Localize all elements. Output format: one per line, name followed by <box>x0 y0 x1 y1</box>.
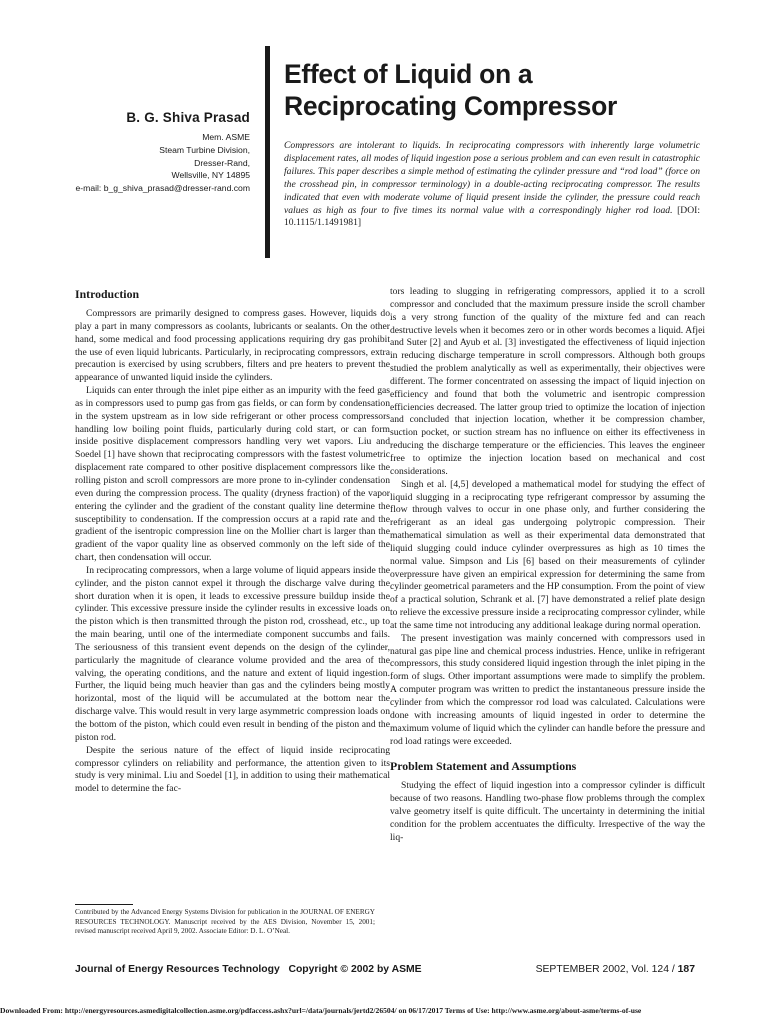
copyright-notice: Copyright © 2002 by ASME <box>288 964 422 975</box>
title-divider-bar <box>265 46 270 258</box>
footer-separator: / <box>671 964 675 975</box>
abstract-text: Compressors are intolerant to liquids. In reciprocating compressors with inherently large volumetric displacement rates, all modes of liquid ingestion pose a serious problem and can even result in catastrophic failures. This paper describes a simple method of estimating the cylinder pressure and “rod load” (force on the crosshead pin, in compressor terminology) in a double-acting reciprocating compressor. The results indicated that even with moderate volume of liquid present inside the cylinder, the pressure could reach values as high as four to five times its normal value with a correspondingly higher rod load. <box>284 140 700 216</box>
journal-footer-right <box>536 964 695 975</box>
issue-info: SEPTEMBER 2002, Vol. 124 <box>535 964 669 975</box>
author-email[interactable]: e-mail: b_g_shiva_prasad@dresser-rand.com <box>75 183 250 194</box>
author-division: Steam Turbine Division, <box>159 144 250 155</box>
section-heading-introduction: Introduction <box>75 287 140 301</box>
paragraph: Singh et al. [4,5] developed a mathematical model for studying the effect of liquid slugging in a reciprocating type refrigerant compressor by assuming the flow through valves to occur in one phase only, and further considering the refrigerant as an ideal gas undergoing polytropic compression. Their mathematical simulation as well as their experimental data demonstrated that liquid slugging could induce cylinder overpressures as high as 10 times the normal value. Simpson and Lis [6] based on their measurements of cylinder overpressure have given an empirical expression for determining the same from cylinder geometrical parameters and the HP consumption. From the point of view of a practical solution, Schrank et al. [7] have demonstrated a relief plate design to relieve the excessive pressure inside a reciprocating compressor cylinder, while at the same time not introducing any additional leakage during normal operation. <box>390 478 705 631</box>
author-membership: Mem. ASME <box>202 132 250 142</box>
author-name: B. G. Shiva Prasad <box>126 110 250 125</box>
paragraph: Liquids can enter through the inlet pipe either as an impurity with the feed gas as in compressors used to pump gas from gas fields, or can form by condensation in the system upstream as in low side refrigerant or other process compressors handling low boiling point fluids, particularly during cold start, or can form inside positive displacement compressors handling very wet vapors. Liu and Soedel [1] have shown that reciprocating compressors with the fastest volumetric displacement rate compared to other positive displacement compressors like the rolling piston and scroll compressors are more prone to in-cylinder condensation even during the compression process. The quality (dryness fraction) of the vapor entering the cylinder and the gradient of the constant quality line determine the susceptibility to condensation. If the compression occurs at a rapid rate and the gradient of the isentropic compression line on the Mollier chart is larger than the gradient of the vapor quality line as observed commonly on the left side of the chart, then condensation will occur. <box>75 385 390 564</box>
page-number: 187 <box>677 964 695 975</box>
paper-title-line-1: Effect of Liquid on a <box>284 59 533 89</box>
author-location: Wellsville, NY 14895 <box>171 170 250 181</box>
abstract <box>284 140 700 230</box>
paragraph: Despite the serious nature of the effect of liquid inside reciprocating compressor cylinders on reliability and performance, the attention given to its study is very minimal. Liu and Soedel [1], in addition to using their mathematical model to determine the fac- <box>75 744 390 795</box>
footnote-rule <box>75 904 133 905</box>
paragraph-continuation: tors leading to slugging in refrigerating compressors, applied it to a scroll compressor and concluded that the maximum pressure inside the scroll chamber is a very strong function of the quality of the mixture fed and can reach destructive levels when it becomes zero or in other words becomes a liquid. Afjei and Suter [2] and Ayub et al. [3] investigated the effectiveness of liquid injection in reducing discharge temperature in scroll compressors. Although both groups studied the problem analytically as well as experimentally, their objectives were different. The former concentrated on assessing the impact of liquid injection on efficiency and found that both the volumetric and isentropic compression efficiencies decreased. The latter group tried to optimize the location of injection and concluded that injection location, whether it be compression chamber, suction pocket, or suction stream has no influence on either its effectiveness in reducing the discharge temperature or the efficiencies. This leaves the engineer free to optimize the injection location based on mechanical and cost considerations. <box>390 286 705 477</box>
author-company: Dresser-Rand, <box>194 157 250 168</box>
journal-name: Journal of Energy Resources Technology <box>75 964 280 975</box>
download-banner[interactable]: Downloaded From: http://energyresources.asmedigitalcollection.asme.org/pdfaccess.ashx?url=/data/journals/jertd2/26504/ on 06/17/2017 Terms of Use: http://www.asme.org/about-asme/terms-of-use <box>0 1006 642 1015</box>
journal-footer-left <box>75 964 422 975</box>
section-heading-problem-statement: Problem Statement and Assumptions <box>390 759 577 774</box>
paper-title-line-2: Reciprocating Compressor <box>284 91 617 121</box>
paper-title <box>284 58 724 122</box>
paragraph: Studying the effect of liquid ingestion into a compressor cylinder is difficult because of two reasons. Handling two-phase flow problems through the complex valve geometry itself is quite difficult. The uncertainty in determining the initial condition for the problem accentuates the difficulty. Irrespective of the way the liq- <box>390 780 705 843</box>
right-column <box>390 286 705 845</box>
paragraph: The present investigation was mainly concerned with compressors used in natural gas pipe line and chemical process industries. Hence, unlike in refrigerant compressors, this study considered liquid ingestion through the inlet piping in the form of slugs. Other important assumptions were made to simplify the problem. A computer program was written to predict the instantaneous pressure inside the cylinder from which the compressor rod load was calculated. Calculations were done with increasing amounts of liquid ingested in order to determine the maximum volume of liquid which the cylinder can handle before the pressure and rod load ratings were exceeded. <box>390 632 705 747</box>
paragraph: In reciprocating compressors, when a large volume of liquid appears inside the cylinder, and the piston cannot expel it through the discharge valve during the short duration when it is open, it leads to excessive pressure buildup inside the cylinder. This excessive pressure inside the cylinder results in excessive loads on the piston which is then transmitted through the piston rod, crosshead, etc., up to the main bearing, until one of the intermediate component succumbs and fails. The seriousness of this transient event depends on the design of the cylinder, particularly the magnitude of clearance volume provided and the area of the valving, the operating conditions, and the nature and extent of liquid ingestion. Further, the liquid being much heavier than gas and the cylinders being mostly horizontal, most of the liquid will be accumulated at the bottom near the discharge valve. This would result in very large asymmetric compression loads on the bottom of the piston, which could even result in bending of the piston and the piston rod. <box>75 564 390 743</box>
paragraph: Compressors are primarily designed to compress gases. However, liquids do play a part in many compressors as coolants, lubricants or sealants. On the other hand, some medical and food processing applications requiring dry gas prohibit the use of even liquid lubricants. Particularly, in reciprocating compressors, extra precaution is exercised by using scrubbers, filters and pre heaters to prevent the appearance of unwanted liquid inside the cylinders. <box>75 308 390 384</box>
footnote: Contributed by the Advanced Energy Systems Division for publication in the JOURNAL OF ENERGY RESOURCES TECHNOLOGY. Manuscript received by the AES Division, November 15, 2001; revised manuscript received April 9, 2002. Associate Editor: D. L. O’Neal. <box>75 908 375 936</box>
doi-reference[interactable]: [DOI: 10.1115/1.1491981] <box>284 204 700 229</box>
author-block <box>60 110 250 195</box>
left-column <box>75 286 390 796</box>
journal-footer <box>75 964 695 975</box>
